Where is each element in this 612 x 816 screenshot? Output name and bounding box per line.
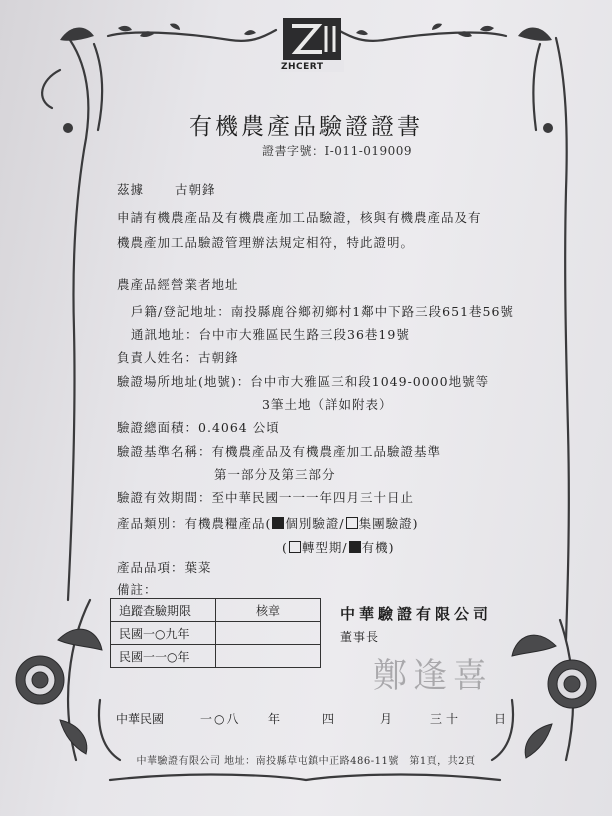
domicile-label: 戶籍/登記地址： xyxy=(131,304,231,319)
date-era: 中華民國 xyxy=(116,712,165,726)
table-header-row xyxy=(111,599,321,622)
standard-line xyxy=(117,442,441,460)
mail-line xyxy=(131,325,410,343)
table-cell xyxy=(216,645,321,668)
signature-stamp: 鄭逢喜 xyxy=(373,656,493,696)
items-value: 葉菜 xyxy=(184,560,212,575)
individual-option-label: 個別驗證 xyxy=(285,516,340,531)
mail-value: 台中市大雅區民生路三段36巷19號 xyxy=(198,327,410,342)
date-month: 四 xyxy=(322,712,335,726)
category-label: 產品類別： xyxy=(117,516,185,531)
table-cell xyxy=(216,622,321,645)
table-row xyxy=(111,622,321,645)
certificate-title: 有機農產品驗證證書 xyxy=(189,114,423,140)
person-line xyxy=(117,348,239,366)
category2-suffix: ) xyxy=(388,540,395,555)
group-checkbox xyxy=(346,517,358,529)
site-line xyxy=(117,372,489,390)
date-month-unit: 月 xyxy=(380,712,393,726)
standard-label: 驗證基準名稱： xyxy=(117,444,212,459)
person-label: 負責人姓名： xyxy=(117,350,199,365)
basis-name: 古朝鋒 xyxy=(175,182,216,197)
standard-value: 有機農產品及有機農產加工品驗證基準 xyxy=(211,444,442,459)
chairman-title: 董事長 xyxy=(340,630,380,644)
company-name: 中華驗證有限公司 xyxy=(340,605,493,623)
mail-label: 通訊地址： xyxy=(131,327,199,342)
organic-checkbox xyxy=(349,541,361,553)
individual-checkbox xyxy=(272,517,284,529)
category-suffix: ) xyxy=(412,516,419,531)
basis-line xyxy=(117,180,216,198)
footer-text: 中華驗證有限公司 地址：南投縣草屯鎮中正路486-11號 第1頁，共2頁 xyxy=(136,756,476,767)
table-cell: 民國一一○年 xyxy=(111,645,216,668)
site-line-2: 3筆土地（詳如附表） xyxy=(262,397,393,412)
group-option-label: 集團驗證 xyxy=(358,516,413,531)
transition-checkbox xyxy=(289,541,301,553)
table-header: 核章 xyxy=(216,599,321,622)
category-line xyxy=(117,514,419,532)
statement-line-1: 申請有機農產品及有機農產加工品驗證，核與有機農產品及有 xyxy=(117,210,482,225)
site-label: 驗證場所地址(地號)： xyxy=(117,374,251,389)
items-line xyxy=(117,558,212,576)
date-day: 三十 xyxy=(430,712,463,726)
validity-line xyxy=(117,488,414,506)
operator-heading: 農產品經營業者地址 xyxy=(117,277,239,292)
area-label: 驗證總面積： xyxy=(117,420,199,435)
category-prefix: 有機農糧產品( xyxy=(184,516,272,531)
organic-option-label: 有機 xyxy=(361,540,389,555)
logo-text: ZHCERT xyxy=(281,62,324,72)
basis-label: 茲據 xyxy=(117,182,145,197)
items-label: 產品品項： xyxy=(117,560,185,575)
certificate-number: 證書字號：I-011-019009 xyxy=(262,144,413,158)
domicile-value: 南投縣鹿谷鄉初鄉村1鄰中下路三段651巷56號 xyxy=(230,304,514,319)
statement-line-2: 機農產加工品驗證管理辦法規定相符，特此證明。 xyxy=(117,235,415,250)
tracking-table xyxy=(110,598,321,668)
remarks-label: 備註： xyxy=(117,582,158,597)
category-line-2 xyxy=(282,538,395,556)
validity-value: 至中華民國一一一年四月三十日止 xyxy=(211,490,415,505)
category2-separator: / xyxy=(342,540,348,555)
table-header: 追蹤查驗期限 xyxy=(111,599,216,622)
area-line xyxy=(117,418,280,436)
table-row xyxy=(111,645,321,668)
person-value: 古朝鋒 xyxy=(198,350,239,365)
category2-prefix: ( xyxy=(282,540,288,555)
validity-label: 驗證有效期間： xyxy=(117,490,212,505)
site-value: 台中市大雅區三和段1049-0000地號等 xyxy=(250,374,490,389)
category-separator: / xyxy=(339,516,345,531)
table-cell: 民國一○九年 xyxy=(111,622,216,645)
date-year: 一○八 xyxy=(200,712,241,726)
standard-line-2: 第一部分及第三部分 xyxy=(214,467,336,482)
transition-option-label: 轉型期 xyxy=(301,540,343,555)
date-year-unit: 年 xyxy=(268,712,281,726)
area-value: 0.4064 公頃 xyxy=(198,420,280,435)
date-day-unit: 日 xyxy=(494,712,507,726)
domicile-line xyxy=(131,302,514,320)
